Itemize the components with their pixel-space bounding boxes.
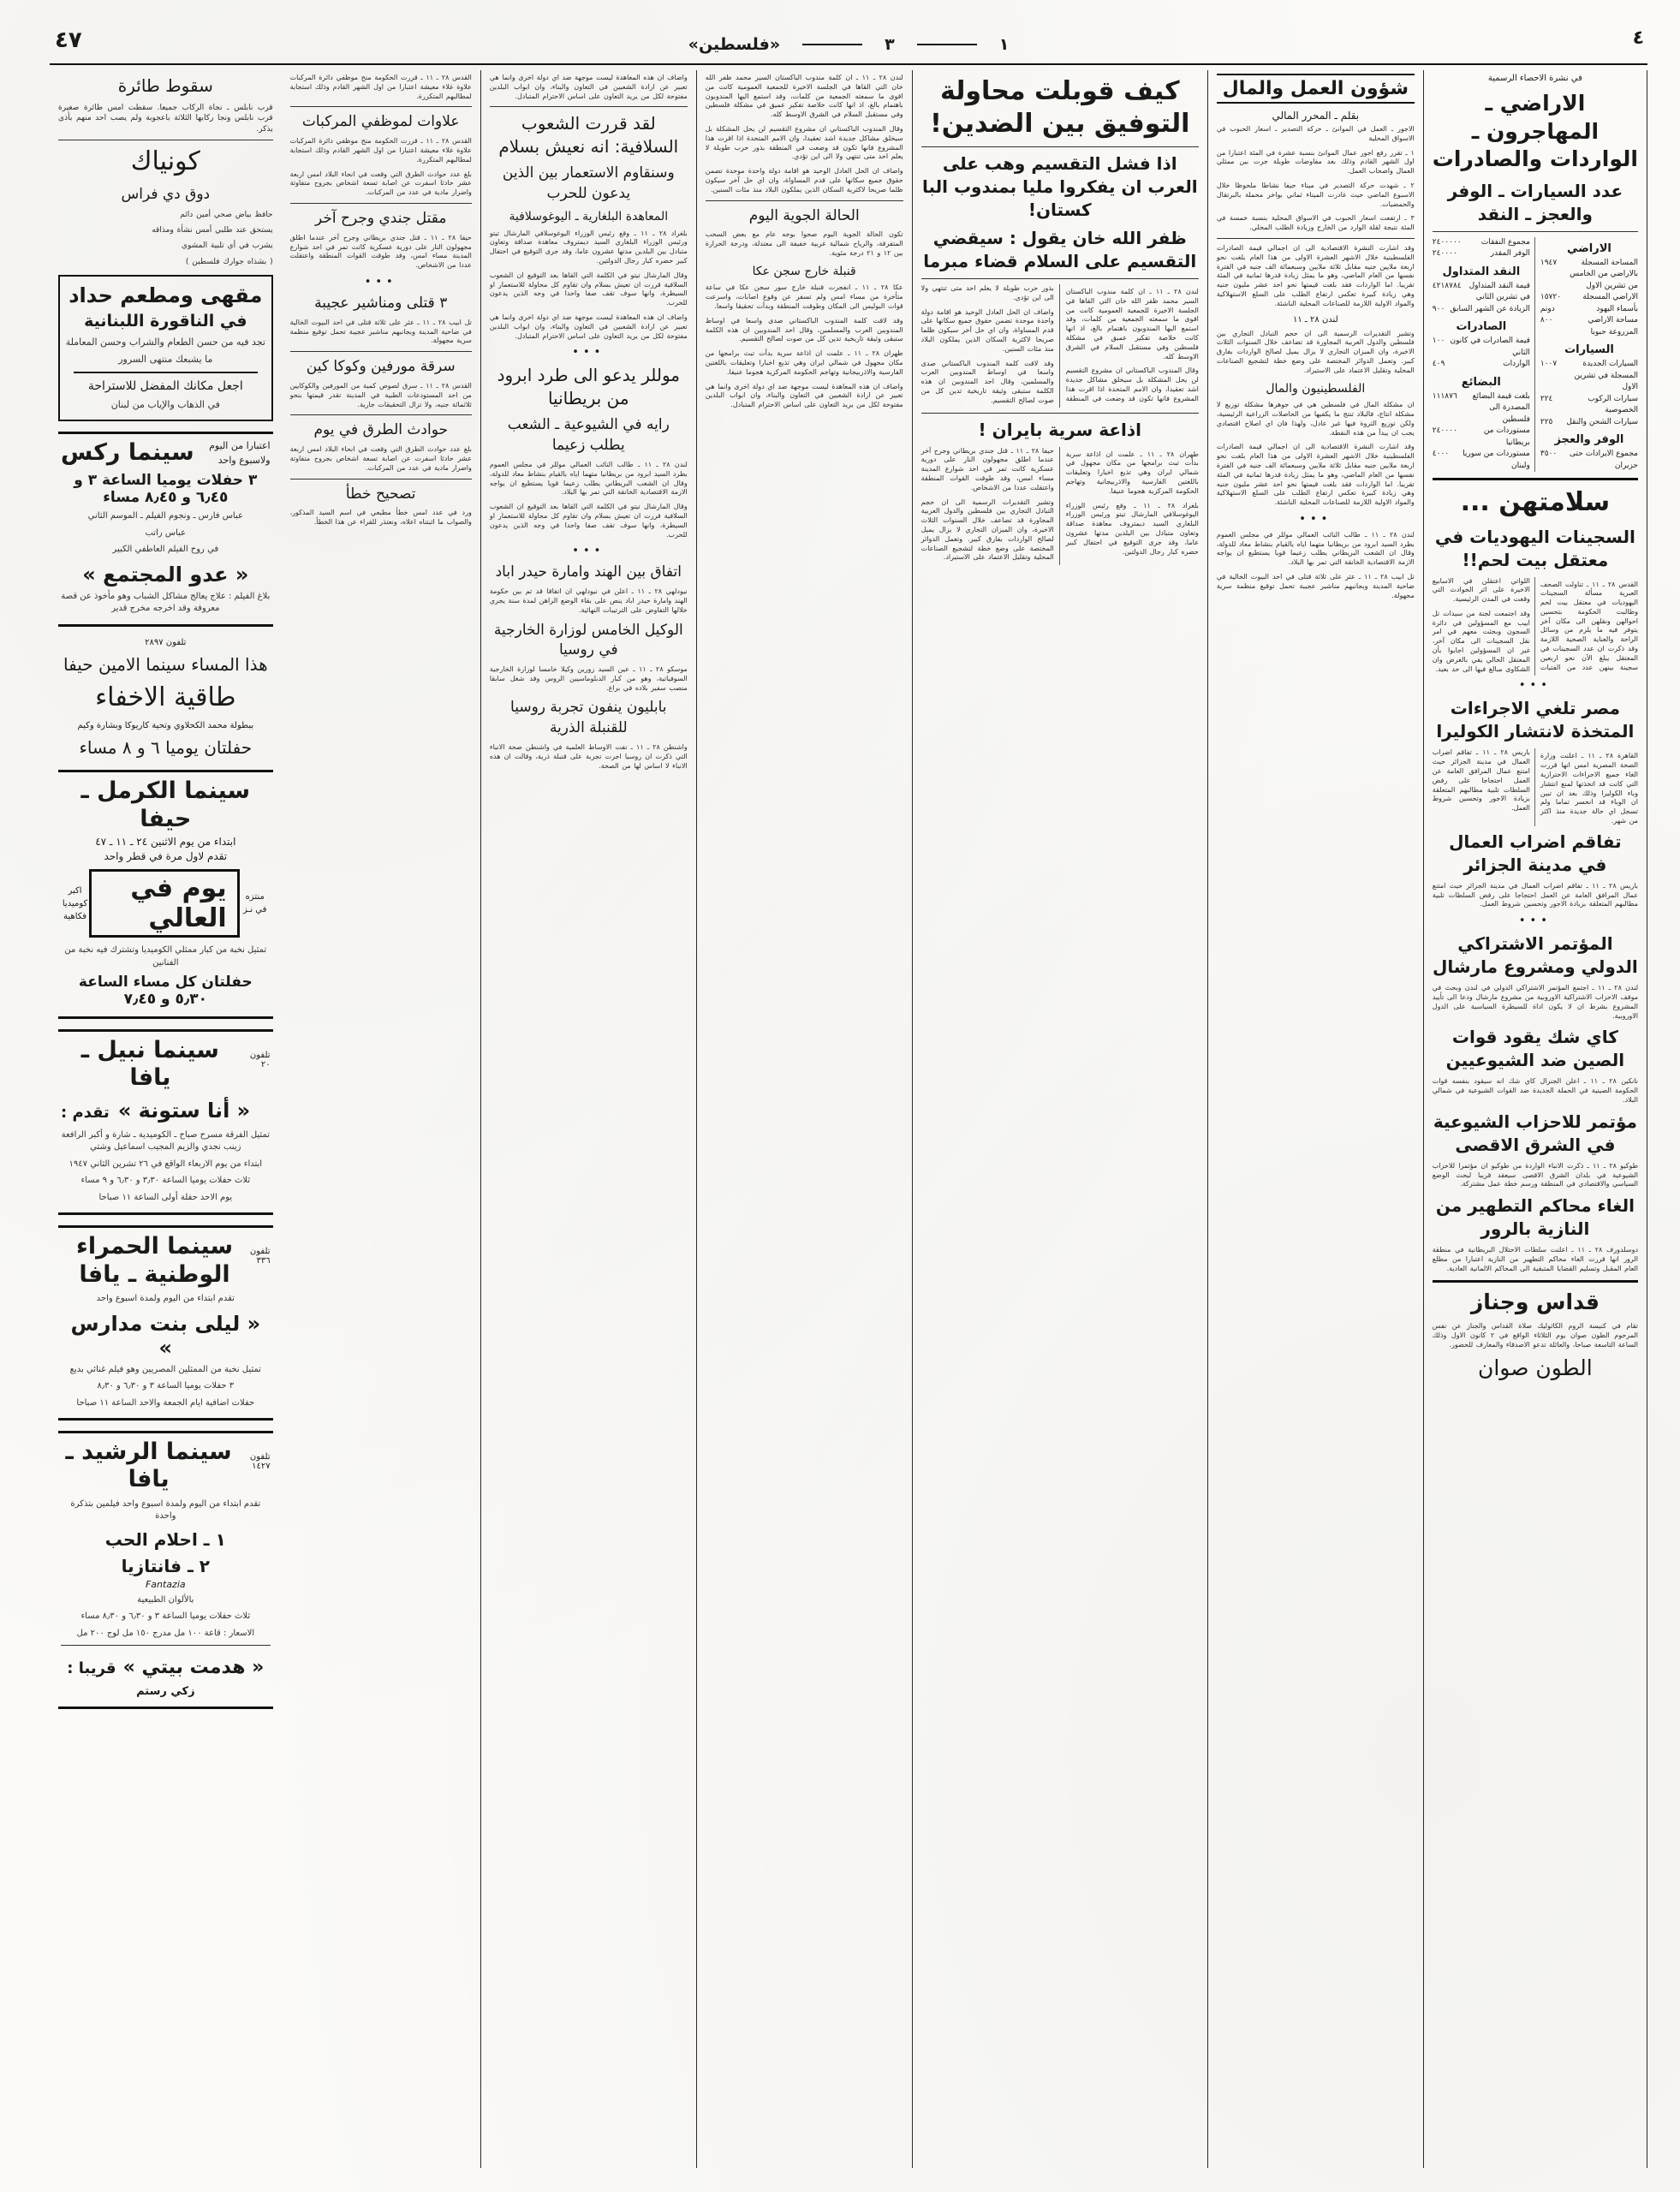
section-dots: ••• (1299, 512, 1332, 526)
column-business-news (1208, 70, 1424, 2168)
main-acre-body: عكا ٢٨ ـ ١١ ـ انفجرت قنبلة خارج سور سجن عكا في ساعة متأخرة من مساء امس ولم تسفر عن وقوع اصابات، واسرعت قوات البوليس الى المكان وطوقت المنطقة وبدأت تحقيقا واسعا. (705, 283, 903, 310)
stats-row (1433, 449, 1530, 472)
main-body-3: واضاف ان الحل العادل الوحيد هو اقامة دولة واحدة موحدة تضمن حقوق جميع سكانها على قدم المساواة، وان اي حل آخر سيكون ظلما صريحا لاكثرية السكان الذين يملكون البلاد منذ مئات السنين. (920, 307, 1054, 353)
world-body-6: موسكو ٢٨ ـ ١١ ـ عين السيد زورين وكيلا خامسا لوزارة الخارجية السوفياتية، وهو من كبار الدبلوماسيين الروس وقد شغل سابقا منصب سفير بلاده في براغ. (489, 665, 688, 692)
stats-section-head: النقد المتداول (1442, 265, 1521, 278)
business-body-extra: وقد اشارت النشرة الاقتصادية الى ان اجمالي قيمة الصادرات الفلسطينية خلال الاشهر العشرة الاولى من هذا العام بلغت نحو اربعة ملايين جنيه مقابل ثلاثة ملايين وسبعمائة الف جنيه في الفترة نفسها من العام الماضي، وهو ما يمثل زيادة قدرها ثمانية في المئة تقريبا. اما الواردات فقد بلغت قيمتها نحو احد عشر مليون جنيه وهي زيادة كبيرة تعكس ارتفاع الطلب على السلع الاستهلاكية والمواد الاولية اللازمة للصناعات المحلية الناشئة. (1216, 443, 1415, 507)
business-body-long: وقد اشارت النشرة الاقتصادية الى ان اجمالي قيمة الصادرات الفلسطينية خلال الاشهر العشرة الاولى من هذا العام بلغت نحو اربعة ملايين جنيه مقابل ثلاثة ملايين وسبعمائة الف جنيه في الفترة نفسها من العام الماضي، وهو ما يمثل زيادة قدرها ثمانية في المئة تقريبا. اما الواردات فقد بلغت قيمتها نحو احد عشر مليون جنيه وهي زيادة كبيرة تعكس ارتفاع الطلب على السلع الاستهلاكية والمواد الاولية اللازمة للصناعات المحلية الناشئة. (1216, 243, 1415, 307)
stats-row (1540, 292, 1638, 315)
business-item-3: ٣ ـ ارتفعت اسعار الحبوب في الاسواق المحلية بنسبة خمسة في المئة نتيجة لقلة الوارد من الخارج وزيادة الطلب المحلي. (1216, 214, 1415, 232)
divider (921, 413, 1199, 414)
haddad-ad[interactable] (58, 275, 273, 421)
hamra-times: ٣ حفلات يوميا الساعة ٣ و ٦٫٣٠ و ٨٫٣٠ (97, 1381, 235, 1391)
stats-row (1540, 315, 1638, 338)
section-dots: ••• (364, 275, 397, 289)
prisoners-headline-main: سلامتهن ... (1460, 487, 1611, 517)
stats-row (1433, 237, 1530, 249)
main-body-6: بلغراد ٢٨ ـ ١١ ـ وقع رئيس الوزراء اليوغوسلافي المارشال تيتو ورئيس الوزراء البلغاري السيد ديمتروف معاهدة صداقة وتعاون متبادل بين البلدين مدتها عشرون عاما، وقد جرى التوقيع في احتفال كبير حضره كبار رجال الدولتين. (1065, 501, 1199, 556)
prisoners-body-2: وقد اجتمعت لجنة من سيدات تل ابيب مع المسؤولين في دائرة السجون وبحثت معهم في امر نقل السجينات الى مكان آخر، غير ان المسؤولين اجابوا بأن المعتقل الحالي يفي بالغرض وان الشكاوى مبالغ فيها الى حد بعيد. (1432, 609, 1530, 673)
hamra-name: سينما الحمراء الوطنية ـ يافا (76, 1233, 234, 1288)
section-dots: ••• (1518, 679, 1552, 693)
stats-row-label: مساحة الاراضي المزروعة حبوبا (1588, 316, 1638, 337)
world-filler-top: واضاف ان هذه المعاهدة ليست موجهة ضد اي دولة اخرى وانما هي تعبير عن ارادة الشعبين في التعاون والبناء، وان ابواب البلدين مفتوحة لكل من يريد التعاون على اساس الاحترام المتبادل. (489, 74, 688, 100)
plane-news (58, 74, 273, 134)
stats-row (1433, 248, 1530, 260)
stats-row-value: ٩٠٠ (1432, 304, 1445, 313)
carmel-side3: منتزه في نـز (242, 892, 267, 915)
column-statistics (1424, 70, 1647, 2168)
main-cont-body-3: واضاف ان الحل العادل الوحيد هو اقامة دولة واحدة موحدة تضمن حقوق جميع سكانها على قدم المساواة، وان اي حل آخر سيكون ظلما صريحا لاكثرية السكان الذين يملكون البلاد منذ مئات السنين. (705, 167, 903, 194)
stats-row-label: قيمة الصادرات في كانون الثاني (1450, 337, 1530, 357)
world-headline-0: لقد قررت الشعوب السلافية: انه نعيش بسلام (498, 113, 679, 158)
nabil-extra: يوم الاحد حفلة أولى الساعة ١١ صباحا (98, 1192, 233, 1202)
masthead-num-right: ٣ (885, 35, 895, 54)
carmel-film-title: يوم في العالي (89, 869, 240, 938)
misc-body-5: ورد في عدد امس خطأ مطبعي في اسم السيد المذكور، والصواب ما اثبتناه اعلاه، ونعتذر للقراء عن هذا الخطأ. (289, 509, 472, 527)
amin-film-title: طاقية الاخفاء (95, 682, 236, 712)
business-item-1: ١ ـ تقرر رفع اجور عمال الموانئ بنسبة عشرة في المئة اعتبارا من اول الشهر القادم وذلك بعد مفاوضات طويلة جرت بين ممثلي العمال واصحاب العمل. (1216, 148, 1415, 176)
far-east-communists-headline: مؤتمر للاحزاب الشيوعية في الشرق الاقصى (1433, 1111, 1637, 1155)
koniak-line2: يستحق عند طلبي أمس نشأة ومذاقه (152, 225, 273, 235)
main-subheadline-1: اذا فشل التقسيم وهب على العرب ان يفكروا مليا بمندوب البا كستان! (921, 153, 1198, 220)
rex-times: ٣ حفلات يوميا الساعة ٣ و ٦٫٤٥ و ٨٫٤٥ مساء (74, 472, 258, 507)
stats-row-value: ٤٠٠٠ (1432, 450, 1450, 458)
stats-row-value: ٢٢٤ (1540, 394, 1553, 403)
nabil-present-label: تقدم : (61, 1103, 110, 1122)
business-dateline: لندن ٢٨ ـ ١١ (1292, 314, 1338, 325)
stats-row-label: الواردات (1503, 360, 1530, 368)
rasheed-telephone: تلفون ١٤٢٧ (249, 1452, 271, 1472)
cinema-rasheed-ad[interactable] (58, 1431, 273, 1709)
world-headline-3: موللر يدعو الى طرد ابرود من بريطانيا (497, 365, 681, 409)
divider (290, 479, 472, 480)
business-body-extra3: تل ابيب ٢٨ ـ ١١ ـ عثر على ثلاثة قتلى في احد البيوت الخالية في ضاحية المدينة وبجانبهم مناشير عجيبة تحمل توقيع منظمة سرية مجهولة. (1216, 573, 1415, 599)
stats-row-label: مجموع الايرادات حتى حزيران (1570, 450, 1638, 470)
main-cont-body-6: واضاف ان هذه المعاهدة ليست موجهة ضد اي دولة اخرى وانما هي تعبير عن ارادة الشعبين في التعاون والبناء، وان ابواب البلدين مفتوحة لكل من يريد التعاون على اساس الاحترام المتبادل. (705, 382, 903, 409)
world-body-1: بلغراد ٢٨ ـ ١١ ـ وقع رئيس الوزراء اليوغوسلافي المارشال تيتو ورئيس الوزراء البلغاري السيد ديمتروف معاهدة صداقة وتعاون متبادل بين البلدين مدتها عشرون عاما، وقد جرى التوقيع في احتفال كبير حضره كبار رجال الدولتين. (489, 229, 688, 265)
far-east-communists-body: طوكيو ٢٨ ـ ١١ ـ ذكرت الانباء الواردة من طوكيو ان مؤتمرا للاحزاب الشيوعية في بلدان الشرق الاقصى سيعقد قريبا لبحث الوضع السياسي والاقتصادي في المنطقة ورسم خطة عمل مشتركة. (1432, 1161, 1638, 1188)
haddad-name: مقهى ومطعم حداد (69, 283, 263, 308)
misc-headline-0: علاوات لموظفي المركبات (301, 113, 460, 131)
columns-container (50, 70, 1647, 2168)
nabil-name: سينما نبيل ـ يافا (80, 1037, 219, 1092)
divider (490, 106, 688, 107)
stats-row-value: ٤٠٩ (1432, 360, 1445, 368)
denazification-body: دوسلدورف ٢٨ ـ ١١ ـ اعلنت سلطات الاحتلال البريطانية في منطقة الرور انها قررت الغاء محاكم التطهير من النازية اعتبارا من مطلع العام المقبل وتسليم القضايا المتبقية الى المحاكم الالمانية العادية. (1432, 1246, 1639, 1272)
prisoners-headline-sub: السجينات اليهوديات في معتقل بيت لحم!! (1434, 526, 1635, 570)
world-headline-5: اتفاق بين الهند وامارة حيدر اباد (495, 563, 682, 581)
stats-section (1433, 237, 1638, 473)
nabil-film-title: « أنا ستونة » (117, 1098, 251, 1123)
column-ads (50, 70, 282, 2168)
plane-headline: سقوط طائرة (117, 75, 213, 96)
stats-row-label: الوفر المقدر (1490, 249, 1530, 258)
business-column-title: شؤون العمل والمال (1217, 74, 1415, 104)
rex-extra2: عباس راتب (145, 527, 187, 538)
world-body-4: لندن ٢٨ ـ ١١ ـ طالب النائب العمالي موللر في مجلس العموم بطرد السيد ابرود من بريطانيا متهما اياه بالقيام بنشاط معاد للدولة، وقال ان الشعب البريطاني يطلب زعيما قويا يستطيع ان يواجه الازمة الاقتصادية الخانقة التي تمر بها البلاد. (489, 460, 688, 497)
rex-note-top: اعتبارا من اليوم (209, 440, 271, 452)
koniak-line3: يشرب في أي تلبية المشوي (181, 241, 273, 251)
business-body-mid: وتشير التقديرات الرسمية الى ان حجم التبادل التجاري بين فلسطين والدول العربية المجاورة قد تضاعف خلال السنوات الثلاث الاخيرة، وان الميزان التجاري لا يزال يميل لصالح الواردات بفارق كبير. وتعمل الدوائر المختصة على وضع خطة لتشجيع الصناعات المحلية وتقليل الاعتماد على الاستيراد. (1216, 329, 1415, 374)
divider (706, 200, 903, 201)
stats-row (1433, 426, 1530, 449)
divider (290, 351, 472, 352)
divider (1217, 238, 1415, 239)
haddad-line4: في الذهاب والإياب من لبنان (110, 399, 220, 411)
stats-row-value: ١١١٨٧٦ (1432, 391, 1457, 401)
stats-row-value: ١٩٤٧ (1540, 258, 1558, 267)
rasheed-soon-label: قريبا : (67, 1659, 116, 1678)
divider (921, 278, 1199, 279)
main-body-8: وتشير التقديرات الرسمية الى ان حجم التبادل التجاري بين فلسطين والدول العربية المجاورة قد تضاعف خلال السنوات الثلاث الاخيرة، وان الميزان التجاري لا يزال يميل لصالح الواردات بفارق كبير. وتعمل الدوائر المختصة على وضع خطة لتشجيع الصناعات المحلية وتقليل الاعتماد على الاستيراد. (920, 497, 1054, 562)
stats-row-label: المساحة المسجلة بالاراضي من الخامس من تشرين الاول (1570, 258, 1638, 290)
misc-headline-5: تصحيح خطأ (345, 485, 416, 503)
stats-section-head: البضائع (1461, 375, 1501, 389)
rasheed-name: سينما الرشيد ـ يافا (65, 1438, 232, 1493)
divider (1433, 231, 1638, 232)
stats-section-head: الاراضي (1567, 241, 1611, 255)
masthead (688, 35, 1010, 54)
misc-body-4: بلغ عدد حوادث الطرق التي وقعت في انحاء البلاد امس اربعة عشر حادثا اسفرت عن اصابة تسعة اشخاص بجروح متفاوتة واضرار مادية في عدد من المركبات. (289, 445, 472, 472)
rex-extra3: في روح الفيلم العاطفي الكبير (112, 545, 219, 555)
rex-film-title: « عدو المجتمع » (82, 562, 249, 587)
carmel-cast: تمثيل نخبة من كبار ممثلي الكوميديا وتشترك فيه نخبة من الفنانين (64, 945, 267, 968)
stats-title: الاراضي ـ المهاجرون ـ الواردات والصادرات (1432, 91, 1638, 171)
newspaper-page (50, 26, 1647, 2168)
stats-section-head: الصادرات (1456, 320, 1507, 333)
cinema-rex-ad[interactable] (58, 432, 273, 627)
world-headline-6: الوكيل الخامس لوزارة الخارجية في روسيا (493, 621, 683, 659)
haddad-line3: اجعل مكانك المفضل للاستراحة (87, 378, 243, 393)
stats-row-value: ٢٢٥ (1540, 417, 1553, 426)
business-item-0: الاجور ـ العمل في الموانئ ـ حركة التصدير ـ اسعار الحبوب في الاسواق المحلية (1216, 125, 1415, 142)
stats-row-label: الزيادة عن الشهر السابق (1450, 304, 1530, 313)
main-subhead-weather: الحالة الجوية اليوم (748, 206, 860, 224)
cholera-body: القاهرة ٢٨ ـ ١١ ـ اعلنت وزارة الصحة المصرية امس انها قررت الغاء جميع الاجراءات الاحترازية التي كانت قد اتخذتها لمنع انتشار وباء الكوليرا وذلك بعد ان تبين ان الوباء قد انحسر تماما ولم تسجل اي حالة جديدة منذ اكثر من شهر. (1540, 752, 1639, 825)
stats-top-note: في نشرة الاحصاء الرسمية (1487, 74, 1582, 83)
main-cont-body-1: لندن ٢٨ ـ ١١ ـ ان كلمة مندوب الباكستان السير محمد ظفر الله خان التي القاها في الجلسة الاخيرة للجمعية العمومية كانت من اقوى ما سمعته الجمعية من كلمات، وقد استمع اليها المندوبون باهتمام بالغ، اذ انها كانت خلاصة تفكير عميق في مشكلة فلسطين وفي مستقبل السلام في الشرق الاوسط كله. (705, 74, 903, 119)
algiers-strike-headline: تفاقم اضراب العمال في مدينة الجزائر (1449, 831, 1622, 875)
main-cont-body-2: وقال المندوب الباكستاني ان مشروع التقسيم لن يحل المشكلة بل سيخلق مشاكل جديدة اشد تعقيدا، وان الامم المتحدة اذا اقرت هذا المشروع فانها تكون قد وضعت في المنطقة بذور حرب طويلة لا يعلم احد متى تنتهي ولا الى اين تؤدي. (705, 124, 903, 161)
stats-row-label: مستوردات من بريطانيا (1483, 426, 1530, 447)
amin-telephone: تلفون ٢٨٩٧ (145, 637, 187, 647)
page-topbar (50, 26, 1647, 65)
socialist-congress-body: لندن ٢٨ ـ ١١ ـ اجتمع المؤتمر الاشتراكي الدولي في لندن وبحث في موقف الاحزاب الاشتراكية الاوروبية من مشروع مارشال ودعا الى تأييد المشروع بشرط ان لا يكون اداة للسيطرة السياسية على الدول الاوروبية. (1432, 984, 1639, 1020)
world-headline-4: رايه في الشيوعية ـ الشعب يطلب زعيما (507, 416, 670, 455)
haddad-location: في الناقورة اللبنانية (84, 312, 247, 331)
misc-headline-2: ٣ قتلى ومناشير عجيبة (314, 294, 448, 312)
rasheed-film-2-latin: Fantazia (145, 1578, 186, 1590)
business-subhead: الفلسطينيون والمال (1266, 381, 1366, 396)
denazification-headline: الغاء محاكم التطهير من النازية بالرور (1435, 1195, 1635, 1240)
divider (61, 1645, 271, 1646)
stats-row-label: بلغت قيمة البضائع المصدرة الى فلسطين (1472, 391, 1530, 424)
cholera-body-2: باريس ٢٨ ـ ١١ ـ تفاقم اضراب العمال في مدينة الجزائر حيث امتنع عمال المرافق العامة عن العمل احتجاجا على رفض السلطات تلبية مطالبهم المتعلقة بزيادة الاجور وتحسين شروط العمل. (1432, 748, 1530, 813)
carmel-line: تقدم لاول مرة في قطر واحد (104, 850, 228, 863)
stats-row-label: قيمة النقد المتداول في تشرين الثاني (1469, 281, 1530, 301)
nabil-from: ابتداء من يوم الاربعاء الواقع في ٢٦ تشرين الثاني ١٩٤٧ (69, 1159, 263, 1169)
business-byline: بقلم ـ المحرر المالي (1272, 110, 1360, 122)
plane-body: قرب نابلس ـ نجاة الركاب جميعا. سقطت امس طائرة صغيرة قرب نابلس ونجا ركابها الثلاثة باعجوبة ولم يصب احد منهم بأذى يذكر. (58, 104, 273, 134)
rasheed-soon-star: زكي رستم (136, 1685, 195, 1699)
main-cont-body-4: وقد لاقت كلمة المندوب الباكستاني صدى واسعا في اوساط المندوبين العرب والمسلمين، وقال احد المندوبين ان هذه الكلمة ستبقى وثيقة تاريخية تدين كل من صوت لصالح التقسيم. (705, 316, 903, 343)
divider (290, 106, 472, 107)
misc-body-0: القدس ٢٨ ـ ١١ ـ قررت الحكومة منح موظفي دائرة المركبات علاوة غلاء معيشة اعتبارا من اول الشهر القادم وذلك استجابة لمطالبهم المتكررة. (289, 137, 472, 164)
stats-row-label: سيارات الشحن والنقل (1566, 417, 1638, 426)
world-body-2: وقال المارشال تيتو في الكلمة التي القاها بعد التوقيع ان الشعوب السلافية قررت ان تعيش بسلام وان تقاوم كل محاولة للاستعمار او السيطرة، وانها سوف تقف صفا واحدا في وجه الذين يدعون للحرب. (489, 271, 688, 307)
rex-note2: ولاسبوع واحد (217, 454, 271, 466)
stats-row (1540, 449, 1638, 472)
carmel-side2: فكاهية (63, 911, 87, 921)
obituary-name: الطون صوان (1478, 1355, 1593, 1381)
stats-subtitle: عدد السيارات ـ الوفر والعجز ـ النقد (1447, 180, 1623, 224)
carmel-name: سينما الكرمل ـ حيفا (80, 777, 251, 832)
obituary-body: تقام في كنيسة الروم الكاثوليك صلاة القداس والجناز عن نفس المرحوم الطون صوان يوم الثلاثاء الواقع في ٢ كانون الاول وذلك الساعة التاسعة صباحا، والعائلة تدعو الاصدقاء والمعارف للحضور. (1432, 1322, 1638, 1349)
column-world-news (481, 70, 697, 2168)
obituary-title: قداس وجناز (1470, 1289, 1600, 1314)
carmel-times: حفلتان كل مساء الساعة ٥٫٣٠ و ٧٫٤٥ (78, 974, 253, 1009)
main-subhead-acre: قنبلة خارج سجن عكا (752, 264, 856, 278)
carmel-sub: ابتداء من يوم الاثنين ٢٤ ـ ١١ ـ ٤٧ (95, 836, 236, 849)
stats-row-value: ٤٢١٨٧٨٤ (1432, 281, 1462, 290)
stats-section-head: الوفر والعجز (1554, 433, 1624, 446)
stats-row-label: مجموع النفقات (1480, 237, 1530, 247)
rex-footnote: بلاغ الفيلم : علاج يعالج مشاكل الشباب وهو مأخوذ عن قصة معروفة وقد اخرجه مخرج قدير (61, 591, 271, 614)
misc-headline-3: سرقة مورفين وكوكا كين (306, 358, 456, 376)
stats-row-value: ١٥٧٢٠ دونم (1540, 293, 1562, 313)
main-cont-body-5: طهران ٢٨ ـ ١١ ـ علمت ان اذاعة سرية بدأت تبث برامجها من مكان مجهول في شمالي ايران وهي تذيع اخبارا وتعليقات باللغتين الفارسية والاذربيجانية وتهاجم الحكومة المركزية هجوما عنيفا. (705, 349, 903, 376)
world-headline-2: المعاهدة البلغارية ـ اليوغوسلافية (509, 209, 669, 223)
haddad-line2: ما يشبعك منتهى السرور (118, 353, 213, 365)
misc-headline-4: حوادث الطرق في يوم (313, 421, 448, 439)
misc-body-0b: بلغ عدد حوادث الطرق التي وقعت في انحاء البلاد امس اربعة عشر حادثا اسفرت عن اصابة تسعة اشخاص بجروح متفاوتة واضرار مادية في عدد من المركبات. (289, 170, 472, 197)
cinema-hamra-ad[interactable] (58, 1225, 273, 1421)
masthead-num-left: ١ (998, 35, 1010, 54)
rasheed-prices: الاسعار : قاعة ١٠٠ مل مدرج ١٥٠ مل لوج ٢٠٠ مل (76, 1628, 255, 1638)
haddad-separator (74, 372, 258, 373)
main-body-7: حيفا ٢٨ ـ ١١ ـ قتل جندي بريطاني وجرح آخر عندما اطلق مجهولون النار على دورية عسكرية كانت تمر في احد شوارع المدينة مساء امس، وقد طوقت القوات المنطقة واعتقلت عددا من الاشخاص. (920, 446, 1054, 491)
stats-row-value: ٢٤٠٠٠٠٠ (1432, 237, 1462, 247)
main-subheadline-2: ظفر الله خان يقول : سيقضي التقسيم على السلام قضاء مبرما (923, 228, 1197, 271)
stats-row-label: السيارات الجديدة المسجلة في تشرين الاول (1574, 360, 1638, 391)
china-headline: كاي شك يقود قوات الصين ضد الشيوعيين (1445, 1027, 1625, 1071)
main-headline: كيف قوبلت محاولة التوفيق بين الضدين! (930, 76, 1190, 139)
stats-row (1433, 336, 1530, 359)
stats-row-label: الاراضي المسجلة بأسماء اليهود (1582, 293, 1638, 313)
stats-row-value: ٢٤٠٠٠٠ (1432, 426, 1457, 435)
world-headline-7: بابليون ينفون تجربة روسيا للقنبلة الذرية (510, 699, 667, 737)
divider (921, 146, 1199, 147)
rasheed-film-1: ١ ـ احلام الحب (104, 1528, 226, 1550)
china-body: نانكين ٢٨ ـ ١١ ـ اعلن الجنرال كاي شك انه سيقود بنفسه قوات الحكومة الصينية في الحملة الجديدة ضد القوات الشيوعية في شمالي البلاد. (1432, 1077, 1639, 1105)
rex-name: سينما ركس (61, 439, 194, 467)
misc-body-2: تل ابيب ٢٨ ـ ١١ ـ عثر على ثلاثة قتلى في احد البيوت الخالية في ضاحية المدينة وبجانبهم مناشير عجيبة تحمل توقيع منظمة سرية مجهولة. (289, 318, 472, 345)
divider (290, 414, 472, 415)
misc-headline-1: مقتل جندي وجرح آخر (314, 209, 447, 227)
hamra-extra: حفلات اضافية ايام الجمعة والاحد الساعة ١١ صباحا (76, 1397, 255, 1408)
stats-row (1540, 359, 1638, 394)
section-dots: ••• (572, 346, 605, 360)
stats-row-value: ١٠٠ (1432, 337, 1445, 345)
cholera-headline: مصر تلغي الاجراءات المتخذة لانتشار الكوليرا (1436, 698, 1635, 742)
nabil-cast: تمثيل الفرقة مسرح صباح ـ الكوميدية ـ شارة و أكبر الرافعة زينب نجدي والزيم المجيب اسماعيل وشتي (61, 1129, 270, 1153)
haddad-line1: تجد فيه من حسن الطعام والشراب وحسن المعاملة (65, 336, 265, 348)
world-headline-1: وسنقاوم الاستعمار بين الذين يدعون للحرب (502, 164, 675, 203)
hamra-cast: تمثيل نخبة من الممثلين المصريين وهو فيلم غنائي بديع (69, 1364, 261, 1374)
main-subhead-radio: اذاعة سرية بايران ! (978, 419, 1141, 440)
stats-row (1540, 417, 1638, 429)
nabil-telephone: تلفون ٢٠ (249, 1051, 271, 1070)
world-body-5: نيودلهي ٢٨ ـ ١١ ـ اعلن في نيودلهي ان اتفاقا قد تم بين حكومة الهند وامارة حيدر اباد ينص على بقاء الوضع الراهن لمدة سنة يجري خلالها التفاوض على الترتيبات النهائية. (489, 587, 688, 614)
business-body-extra2: لندن ٢٨ ـ ١١ ـ طالب النائب العمالي موللر في مجلس العموم بطرد السيد ابرود من بريطانيا متهما اياه بالقيام بنشاط معاد للدولة، وقال ان الشعب البريطاني يطلب زعيما قويا يستطيع ان يواجه الازمة الاقتصادية الخانقة التي تمر بها البلاد. (1216, 530, 1415, 567)
stats-row-value: ١٠٠٧ (1540, 360, 1558, 368)
world-body-4b: وقال المارشال تيتو في الكلمة التي القاها بعد التوقيع ان الشعوب السلافية قررت ان تعيش بسلام وان تقاوم كل محاولة للاستعمار او السيطرة، وانها سوف تقف صفا واحدا في وجه الذين يدعون للحرب. (489, 503, 688, 539)
stats-row-label: مستوردات من سوريا ولبنان (1463, 450, 1530, 470)
masthead-rule-left (917, 44, 977, 45)
stats-row-value: ٨٠٠ (1540, 316, 1553, 325)
column-misc-news (282, 70, 481, 2168)
main-body-4: وقد لاقت كلمة المندوب الباكستاني صدى واسعا في اوساط المندوبين العرب والمسلمين، وقال احد المندوبين ان هذه الكلمة ستبقى وثيقة تاريخية تدين كل من صوت لصالح التقسيم. (920, 359, 1054, 404)
rasheed-from: تقدم ابتداء من اليوم ولمدة اسبوع واحد فيلمين بتذكرة واحدة (70, 1498, 261, 1522)
main-body-1: لندن ٢٨ ـ ١١ ـ ان كلمة مندوب الباكستان السير محمد ظفر الله خان التي القاها في الجلسة الاخيرة للجمعية العمومية كانت من اقوى ما سمعته الجمعية من كلمات، وقد استمع اليها المندوبون باهتمام بالغ، اذ انها كانت خلاصة تفكير عميق في مشكلة فلسطين وفي مستقبل السلام في الشرق الاوسط كله. (1065, 288, 1199, 360)
section-dots: ••• (572, 545, 605, 558)
misc-body-3: القدس ٢٨ ـ ١١ ـ سرق لصوص كمية من المورفين والكوكايين من احد المستودعات الطبية في المدينة تقدر قيمتها بنحو ثلاثمائة جنيه، ولا تزال التحقيقات جارية. (289, 381, 472, 408)
divider (290, 203, 472, 204)
hamra-film-title: « ليلى بنت مدارس » (70, 1311, 261, 1360)
stats-row-value: ٢٤٠٠٠٠ (1432, 249, 1457, 258)
prisoners-body-1: القدس ٢٨ ـ ١١ ـ تناولت الصحف العبرية مسألة السجينات اليهوديات في معتقل بيت لحم وطالبت الحكومة بتحسين احوالهن ونقلهن الى مكان آخر يتوفر فيه ما يلزم من وسائل الراحة والعناية الصحية اللازمة وقد ذكرت ان عدد السجينات في المعتقل يبلغ الآن نحو اربعين سجينة بينهن عدد من الفتيات اللواتي اعتقلن في الاسابيع الاخيرة على اثر الحوادث التي وقعت في المدن الرئيسية. (1432, 576, 1639, 671)
amin-line: هذا المساء سينما الامين حيفا (63, 653, 268, 675)
masthead-rule-right (802, 44, 862, 45)
world-body-3: واضاف ان هذه المعاهدة ليست موجهة ضد اي دولة اخرى وانما هي تعبير عن ارادة الشعبين في التعاون والبناء، وان ابواب البلدين مفتوحة لكل من يريد التعاون على اساس الاحترام المتبادل. (489, 313, 688, 340)
koniak-line1: حافظ بياض صحي أمين دائم (180, 210, 273, 219)
stats-row (1433, 359, 1530, 371)
rasheed-subnote: بالألوان الطبيعية (137, 1594, 194, 1605)
masthead-title: «فلسطين» (688, 35, 781, 54)
misc-filler-top: القدس ٢٨ ـ ١١ ـ قررت الحكومة منح موظفي دائرة المركبات علاوة غلاء معيشة اعتبارا من اول الشهر القادم وذلك استجابة لمطالبهم المتكررة. (289, 74, 472, 100)
rasheed-times: ثلاث حفلات يوميا الساعة ٣ و ٦٫٣٠ و ٨٫٣٠ مساء (80, 1611, 251, 1622)
stats-row-value: ٣٥٠٠ (1540, 450, 1558, 458)
misc-body-1: حيفا ٢٨ ـ ١١ ـ قتل جندي بريطاني وجرح آخر عندما اطلق مجهولون النار على دورية عسكرية كانت تمر في احد شوارع المدينة مساء امس، وقد طوقت القوات المنطقة واعتقلت عددا من الاشخاص. (289, 233, 472, 270)
stats-section-head: السيارات (1564, 343, 1614, 356)
column-main-story (913, 70, 1208, 2168)
business-item-2: ٢ ـ شهدت حركة التصدير في ميناء حيفا نشاطا ملحوظا خلال الاسبوع الماضي حيث غادرت الميناء ثماني بواخر محملة بالبرتقال والحمضيات. (1216, 181, 1415, 208)
section-dots: ••• (1518, 914, 1552, 928)
main-weather-body: تكون الحالة الجوية اليوم صحوا بوجه عام مع بعض السحب المتفرقة، والرياح شمالية غربية خفيفة الى معتدلة، ودرجة الحرارة بين ١٢ و ٢١ درجة مئوية. (705, 230, 903, 257)
stats-row-label: سيارات الركوب الخصوصية (1588, 394, 1638, 414)
main-body-2: وقال المندوب الباكستاني ان مشروع التقسيم لن يحل المشكلة بل سيخلق مشاكل جديدة اشد تعقيدا، وان الامم المتحدة اذا اقرت هذا المشروع فانها تكون قد وضعت في المنطقة بذور حرب طويلة لا يعلم احد متى تنتهي ولا الى اين تؤدي. (920, 284, 1199, 402)
carmel-side1: اكبر كوميديا (62, 885, 88, 908)
cinema-nabil-ad[interactable] (58, 1029, 273, 1215)
rasheed-soon-film: « هدمت بيتي » (122, 1657, 265, 1679)
rex-extra1: عباس فارس ـ ونجوم الفيلم ـ الموسم الثاني (87, 511, 243, 521)
koniak-title: كونياك (130, 146, 200, 177)
stats-row (1540, 394, 1638, 417)
nabil-times: ثلاث حفلات يوميا الساعة ٣٫٣٠ و ٦٫٣٠ و ٩ مساء (80, 1176, 251, 1186)
column-main-continued (697, 70, 913, 2168)
cinema-carmel-ad[interactable] (58, 770, 273, 1019)
hamra-telephone: تلفون ٣٣٦ (249, 1247, 271, 1266)
haifa-amin-ad[interactable] (58, 637, 273, 760)
algiers-strike-body: باريس ٢٨ ـ ١١ ـ تفاقم اضراب العمال في مدينة الجزائر حيث امتنع عمال المرافق العامة عن العمل احتجاجا على رفض السلطات تلبية مطالبهم المتعلقة بزيادة الاجور وتحسين شروط العمل. (1432, 881, 1639, 908)
world-body-7: واشنطن ٢٨ ـ ١١ ـ نفت الاوساط العلمية في واشنطن صحة الانباء التي ذكرت ان روسيا اجرت تجربة على قنبلة ذرية، وقالت ان هذه الانباء لا اساس لها من الصحة. (489, 743, 688, 770)
folio-right: ٤ (1632, 27, 1644, 49)
stats-row (1433, 391, 1530, 426)
koniak-ad (58, 146, 273, 267)
divider-thick (1433, 1280, 1638, 1283)
koniak-line4: ( بشذاه جوارك فلسطين ) (185, 257, 273, 266)
hamra-from: تقدم ابتداء من اليوم ولمدة اسبوع واحد (96, 1294, 235, 1304)
stats-row (1540, 258, 1638, 293)
divider-thick (1433, 478, 1638, 480)
rasheed-film-2: ٢ ـ فانتازيا (121, 1555, 210, 1576)
stats-row (1433, 281, 1530, 304)
stats-row (1433, 304, 1530, 316)
main-body-5: طهران ٢٨ ـ ١١ ـ علمت ان اذاعة سرية بدأت تبث برامجها من مكان مجهول في شمالي ايران وهي تذيع اخبارا وتعليقات باللغتين الفارسية والاذربيجانية وتهاجم الحكومة المركزية هجوما عنيفا. (1065, 450, 1199, 495)
amin-times: حفلتان يوميا ٦ و ٨ مساء (79, 737, 253, 759)
folio-left: ٤٧ (55, 27, 82, 53)
koniak-sub: دوق دي فراس (121, 185, 211, 203)
amin-cast: ببطولة محمد الكحلاوي وتحية كاريوكا وبشارة وكيم (77, 721, 254, 731)
socialist-congress-headline: المؤتمر الاشتراكي الدولي ومشروع مارشال (1433, 933, 1638, 978)
business-body-end: ان مشكلة المال في فلسطين هي في جوهرها مشكلة توزيع لا مشكلة انتاج، فالبلاد تنتج ما يكفيها من الحاصلات الزراعية الرئيسية، ولكن توزيع الثروة فيها غير عادل، ولهذا فان اي اصلاح اقتصادي يجب ان يبدأ من هذه النقطة. (1216, 401, 1415, 437)
